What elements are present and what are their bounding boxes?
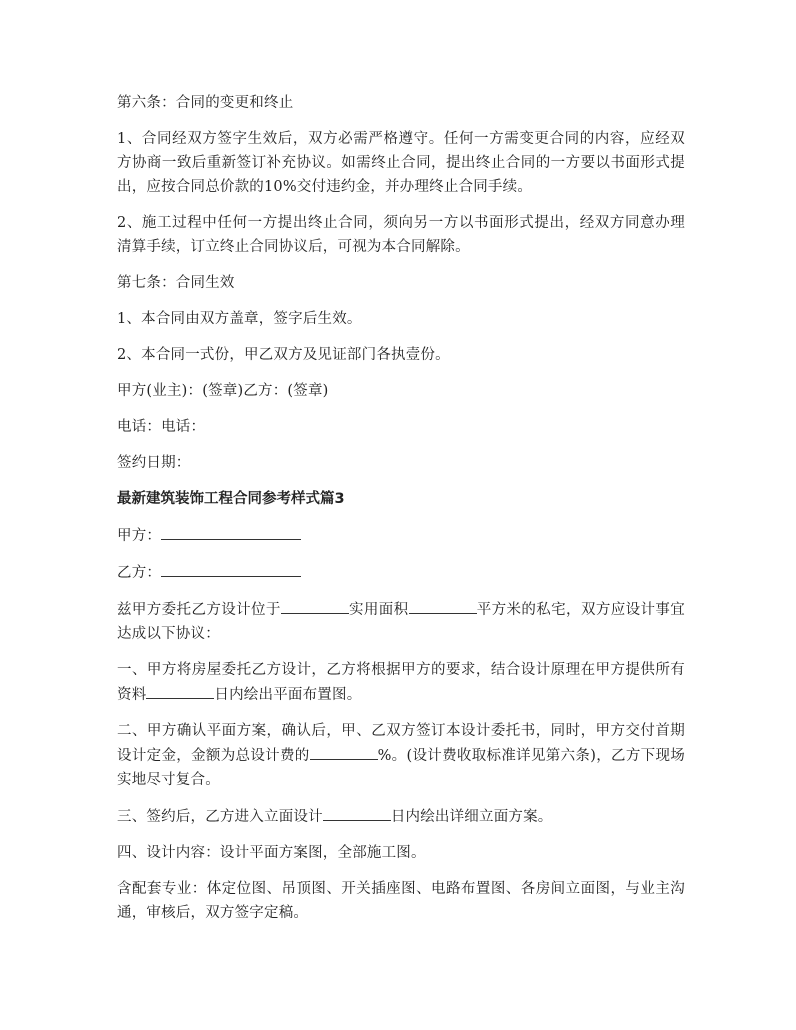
item-2-text-a: 二、甲方确认平面方案，确认后，甲、乙双方签订本设计委托书，同时，甲方交付首期设计定金，金额为总设计费的 — [117, 723, 685, 764]
party-b-line — [117, 560, 685, 585]
party-a-label: 甲方： — [117, 528, 162, 544]
item-2-percent-blank — [310, 743, 378, 760]
party-a-blank — [161, 523, 301, 540]
area-blank — [409, 597, 477, 614]
party-b-blank — [161, 560, 301, 577]
intro-text-2: 实用面积 — [348, 602, 409, 618]
item-1-text-a: 一、甲方将房屋委托乙方设计，乙方将根据甲方的要求，结合设计原理在甲方提供所有资料 — [117, 662, 685, 703]
item-1-days-blank — [146, 682, 214, 699]
document-page — [117, 91, 685, 937]
article-7-clause-2: 2、本合同一式份，甲乙双方及见证部门各执壹份。 — [117, 347, 450, 363]
party-a-line — [117, 523, 685, 548]
item-3-days-blank — [323, 804, 391, 821]
article-6-clause-2: 2、施工过程中任何一方提出终止合同，须向另一方以书面形式提出，经双方同意办理清算手续，订立终止合同协议后，可视为本合同解除。 — [117, 215, 685, 255]
article-6-clause-1: 1、合同经双方签字生效后，双方必需严格遵守。任何一方需变更合同的内容，应经双方协商一致后重新签订补充协议。如需终止合同，提出终止合同的一方要以书面形式提出，应按合同总价款的10%交付违约金，并办理终止合同手续。 — [117, 131, 685, 195]
item-1 — [117, 658, 685, 707]
item-3-text-a: 三、签约后，乙方进入立面设计 — [117, 809, 323, 825]
article-7-clause-1: 1、本合同由双方盖章，签字后生效。 — [117, 311, 362, 327]
article-7-title: 第七条：合同生效 — [117, 275, 235, 291]
item-1-text-b: 日内绘出平面布置图。 — [214, 687, 362, 703]
signing-date: 签约日期： — [117, 455, 191, 471]
item-5: 含配套专业：体定位图、吊顶图、开关插座图、电路布置图、各房间立面图，与业主沟通，审核后，双方签字定稿。 — [117, 881, 685, 921]
signature-parties: 甲方(业主)：(签章)乙方：(签章) — [117, 383, 329, 399]
part-3-heading: 最新建筑装饰工程合同参考样式篇3 — [117, 491, 345, 507]
location-blank — [281, 597, 349, 614]
intro-text-1: 兹甲方委托乙方设计位于 — [117, 602, 281, 618]
intro-text-3: 平方米的私宅，双方应设计事宜达成以下协议： — [117, 602, 685, 642]
party-b-label: 乙方： — [117, 565, 162, 581]
article-6-title: 第六条：合同的变更和终止 — [117, 95, 294, 111]
item-2-text-b: %。(设计费收取标准详见第六条)，乙方下现场实地尽寸复合。 — [117, 748, 685, 788]
phone-line: 电话：电话： — [117, 419, 206, 435]
item-2 — [117, 719, 685, 792]
item-4: 四、设计内容：设计平面方案图，全部施工图。 — [117, 845, 426, 861]
item-3-text-b: 日内绘出详细立面方案。 — [390, 809, 553, 825]
intro-paragraph — [117, 597, 685, 646]
item-3 — [117, 804, 685, 829]
